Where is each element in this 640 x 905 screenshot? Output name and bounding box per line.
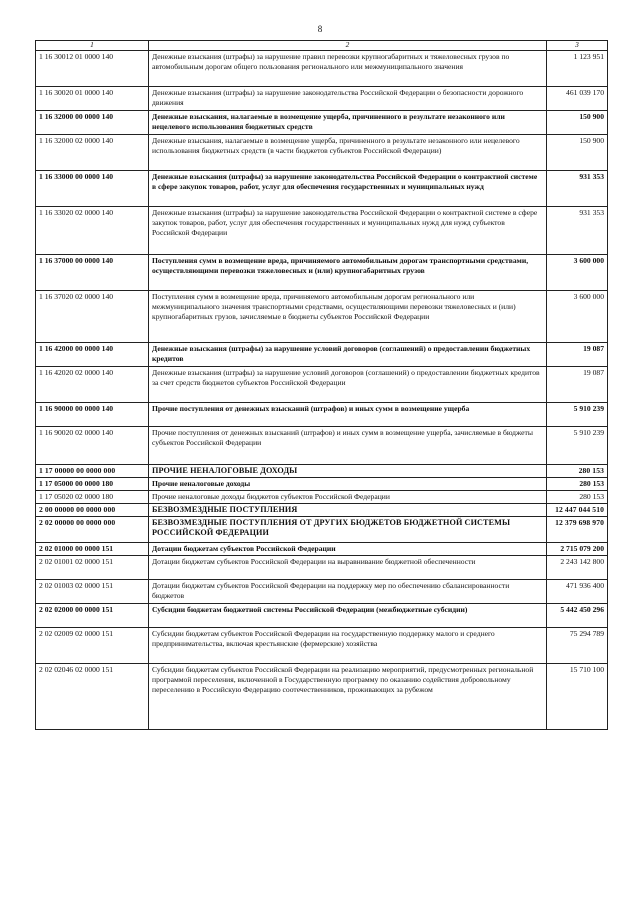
row-code-cell: 2 02 02009 02 0000 151 <box>36 628 149 664</box>
row-code-cell: 1 17 05000 00 0000 180 <box>36 478 149 491</box>
table-row <box>36 135 608 171</box>
row-code-cell: 2 00 00000 00 0000 000 <box>36 504 149 517</box>
row-description-cell: Денежные взыскания, налагаемые в возмещение ущерба, причиненного в результате незаконного или нецелевого использования бюджетных средств (в части бюджетов субъектов Российской Федерации) <box>149 135 547 171</box>
table-row <box>36 343 608 367</box>
row-code-cell: 1 16 42000 00 0000 140 <box>36 343 149 367</box>
table-row <box>36 403 608 427</box>
row-code-cell: 1 16 90000 00 0000 140 <box>36 403 149 427</box>
row-code-cell: 1 16 32000 02 0000 140 <box>36 135 149 171</box>
row-code-cell: 1 16 32000 00 0000 140 <box>36 111 149 135</box>
row-code-cell: 1 16 37000 00 0000 140 <box>36 255 149 291</box>
row-code-cell: 1 16 30012 01 0000 140 <box>36 51 149 87</box>
table-row <box>36 87 608 111</box>
row-description-cell: Прочие неналоговые доходы <box>149 478 547 491</box>
row-description-cell: Прочие поступления от денежных взысканий (штрафов) и иных сумм в возмещение ущерба, зачисляемые в бюджеты субъектов Российской Федерации <box>149 427 547 465</box>
table-row <box>36 291 608 343</box>
row-code-cell: 2 02 01001 02 0000 151 <box>36 556 149 580</box>
row-code-cell: 2 02 00000 00 0000 000 <box>36 517 149 543</box>
row-code-cell: 1 17 00000 00 0000 000 <box>36 465 149 478</box>
row-description-cell: Субсидии бюджетам субъектов Российской Федерации на государственную поддержку малого и среднего предпринимательства, включая крестьянские (фермерские) хозяйства <box>149 628 547 664</box>
table-row <box>36 543 608 556</box>
column-header-description: 2 <box>149 41 547 51</box>
row-amount-cell: 2 715 079 200 <box>547 543 608 556</box>
column-header-amount: 3 <box>547 41 608 51</box>
row-amount-cell: 5 442 450 296 <box>547 604 608 628</box>
table-row <box>36 207 608 255</box>
row-description-cell: Денежные взыскания (штрафы) за нарушение условий договоров (соглашений) о предоставлении бюджетных кредитов за счет средств бюджетов субъектов Российской Федерации <box>149 367 547 403</box>
row-code-cell: 1 16 30020 01 0000 140 <box>36 87 149 111</box>
row-description-cell: Субсидии бюджетам субъектов Российской Федерации на реализацию мероприятий, предусмотренных региональной программой переселения, включенной в Государственную программу по оказанию содействия добровольному переселению в Российскую Федерацию соотечественников, проживающих за рубежом <box>149 664 547 730</box>
row-amount-cell: 3 600 000 <box>547 255 608 291</box>
row-description-cell: Прочие неналоговые доходы бюджетов субъектов Российской Федерации <box>149 491 547 504</box>
budget-revenue-table <box>35 40 608 730</box>
row-amount-cell: 19 087 <box>547 343 608 367</box>
row-amount-cell: 1 123 951 <box>547 51 608 87</box>
table-row <box>36 465 608 478</box>
row-code-cell: 1 16 33000 00 0000 140 <box>36 171 149 207</box>
row-description-cell: ПРОЧИЕ НЕНАЛОГОВЫЕ ДОХОДЫ <box>149 465 547 478</box>
table-row <box>36 478 608 491</box>
table-row <box>36 628 608 664</box>
row-description-cell: Дотации бюджетам субъектов Российской Федерации <box>149 543 547 556</box>
row-description-cell: Денежные взыскания (штрафы) за нарушение законодательства Российской Федерации о безопасности дорожного движения <box>149 87 547 111</box>
row-description-cell: БЕЗВОЗМЕЗДНЫЕ ПОСТУПЛЕНИЯ <box>149 504 547 517</box>
row-code-cell: 1 16 90020 02 0000 140 <box>36 427 149 465</box>
row-code-cell: 2 02 02046 02 0000 151 <box>36 664 149 730</box>
row-amount-cell: 931 353 <box>547 207 608 255</box>
row-description-cell: Денежные взыскания (штрафы) за нарушение законодательства Российской Федерации о контрактной системе в сфере закупок товаров, работ, услуг для обеспечения государственных и муниципальных нужд <box>149 171 547 207</box>
row-amount-cell: 931 353 <box>547 171 608 207</box>
row-amount-cell: 150 900 <box>547 111 608 135</box>
table-row <box>36 51 608 87</box>
table-row <box>36 255 608 291</box>
row-code-cell: 2 02 02000 00 0000 151 <box>36 604 149 628</box>
table-header-row <box>36 41 608 51</box>
row-description-cell: Денежные взыскания, налагаемые в возмещение ущерба, причиненного в результате незаконного или нецелевого использования бюджетных средств <box>149 111 547 135</box>
row-amount-cell: 5 910 239 <box>547 403 608 427</box>
row-code-cell: 1 16 37020 02 0000 140 <box>36 291 149 343</box>
row-amount-cell: 280 153 <box>547 465 608 478</box>
row-amount-cell: 15 710 100 <box>547 664 608 730</box>
row-description-cell: Дотации бюджетам субъектов Российской Федерации на выравнивание бюджетной обеспеченности <box>149 556 547 580</box>
row-description-cell: БЕЗВОЗМЕЗДНЫЕ ПОСТУПЛЕНИЯ ОТ ДРУГИХ БЮДЖЕТОВ БЮДЖЕТНОЙ СИСТЕМЫ РОССИЙСКОЙ ФЕДЕРАЦИИ <box>149 517 547 543</box>
row-code-cell: 1 16 33020 02 0000 140 <box>36 207 149 255</box>
row-amount-cell: 75 294 789 <box>547 628 608 664</box>
row-amount-cell: 3 600 000 <box>547 291 608 343</box>
table-row <box>36 367 608 403</box>
table-row <box>36 491 608 504</box>
row-description-cell: Дотации бюджетам субъектов Российской Федерации на поддержку мер по обеспечению сбалансированности бюджетов <box>149 580 547 604</box>
row-description-cell: Субсидии бюджетам бюджетной системы Российской Федерации (межбюджетные субсидии) <box>149 604 547 628</box>
row-description-cell: Денежные взыскания (штрафы) за нарушение условий договоров (соглашений) о предоставлении бюджетных кредитов <box>149 343 547 367</box>
row-description-cell: Поступления сумм в возмещение вреда, причиняемого автомобильным дорогам транспортными средствами, осуществляющими перевозки тяжеловесных и (или) крупногабаритных грузов <box>149 255 547 291</box>
row-description-cell: Денежные взыскания (штрафы) за нарушение законодательства Российской Федерации о контрактной системе в сфере закупок товаров, работ, услуг для обеспечения государственных и муниципальных нужд для нужд субъектов Российской Федерации <box>149 207 547 255</box>
table-row <box>36 604 608 628</box>
table-row <box>36 517 608 543</box>
table-row <box>36 504 608 517</box>
row-description-cell: Поступления сумм в возмещение вреда, причиняемого автомобильным дорогам регионального или межмуниципального значения транспортными средствами, осуществляющими перевозки тяжеловесных и (или) крупногабаритных грузов, зачисляемые в бюджеты субъектов Российской Федерации <box>149 291 547 343</box>
row-description-cell: Денежные взыскания (штрафы) за нарушение правил перевозки крупногабаритных и тяжеловесных грузов по автомобильным дорогам общего пользования регионального или межмуниципального значения <box>149 51 547 87</box>
table-row <box>36 111 608 135</box>
table-row <box>36 664 608 730</box>
table-row <box>36 556 608 580</box>
row-amount-cell: 2 243 142 800 <box>547 556 608 580</box>
table-row <box>36 171 608 207</box>
row-code-cell: 2 02 01003 02 0000 151 <box>36 580 149 604</box>
row-amount-cell: 12 447 044 510 <box>547 504 608 517</box>
table-row <box>36 580 608 604</box>
row-amount-cell: 471 936 400 <box>547 580 608 604</box>
row-amount-cell: 280 153 <box>547 478 608 491</box>
row-description-cell: Прочие поступления от денежных взысканий (штрафов) и иных сумм в возмещение ущерба <box>149 403 547 427</box>
page-number: 8 <box>317 24 323 34</box>
row-code-cell: 1 16 42020 02 0000 140 <box>36 367 149 403</box>
row-amount-cell: 280 153 <box>547 491 608 504</box>
row-code-cell: 2 02 01000 00 0000 151 <box>36 543 149 556</box>
row-amount-cell: 461 039 170 <box>547 87 608 111</box>
row-amount-cell: 12 379 698 970 <box>547 517 608 543</box>
row-amount-cell: 19 087 <box>547 367 608 403</box>
table-row <box>36 427 608 465</box>
row-amount-cell: 5 910 239 <box>547 427 608 465</box>
column-header-code: 1 <box>36 41 149 51</box>
row-code-cell: 1 17 05020 02 0000 180 <box>36 491 149 504</box>
row-amount-cell: 150 900 <box>547 135 608 171</box>
